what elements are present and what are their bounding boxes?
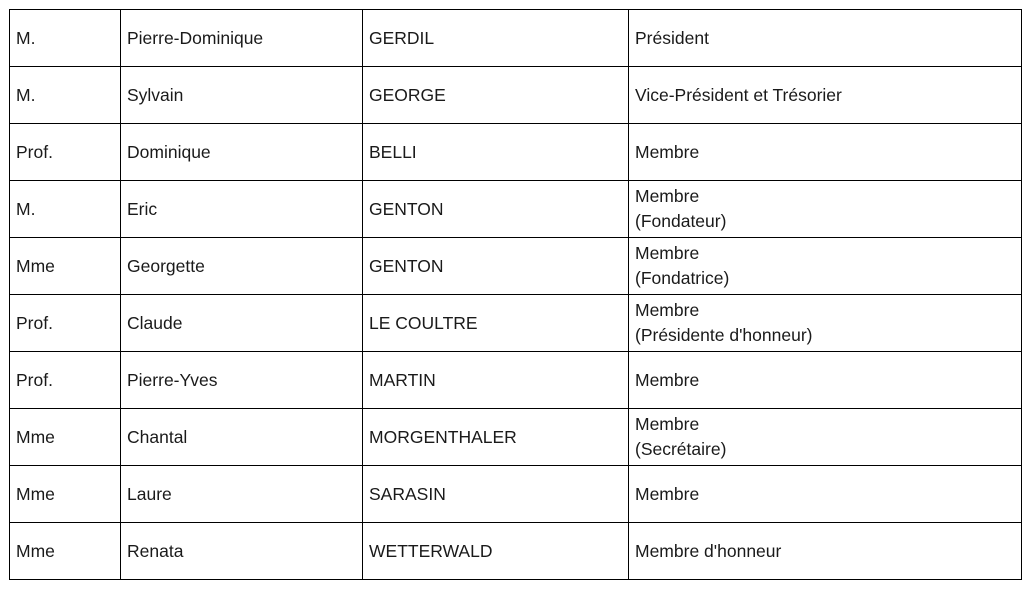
role-line: Membre: [635, 414, 700, 434]
role-line: Membre: [635, 369, 700, 390]
role-line: (Secrétaire): [635, 439, 727, 459]
table-row: [10, 466, 1022, 523]
first-name-cell: Sylvain: [121, 67, 363, 124]
members-table-body: [10, 10, 1022, 580]
role-cell: [629, 352, 1022, 409]
first-name-cell: Chantal: [121, 409, 363, 466]
first-name-cell: Pierre-Dominique: [121, 10, 363, 67]
last-name-cell: SARASIN: [363, 466, 629, 523]
title-cell: Mme: [10, 523, 121, 580]
title-cell: Prof.: [10, 124, 121, 181]
members-table: [9, 9, 1022, 580]
role-line: Membre d'honneur: [635, 540, 782, 561]
title-cell: Mme: [10, 238, 121, 295]
first-name-cell: Laure: [121, 466, 363, 523]
table-row: [10, 352, 1022, 409]
role-line: (Fondatrice): [635, 268, 730, 288]
first-name-cell: Eric: [121, 181, 363, 238]
title-cell: M.: [10, 10, 121, 67]
role-line: Membre: [635, 483, 700, 504]
role-line: (Fondateur): [635, 211, 727, 231]
last-name-cell: GEORGE: [363, 67, 629, 124]
role-cell: [629, 124, 1022, 181]
last-name-cell: GENTON: [363, 181, 629, 238]
table-row: [10, 181, 1022, 238]
table-row: [10, 238, 1022, 295]
table-row: [10, 295, 1022, 352]
role-cell: [629, 409, 1022, 466]
role-cell: [629, 238, 1022, 295]
title-cell: M.: [10, 181, 121, 238]
title-cell: Mme: [10, 409, 121, 466]
table-row: [10, 10, 1022, 67]
title-cell: Prof.: [10, 352, 121, 409]
role-line: Membre: [635, 186, 700, 206]
table-row: [10, 67, 1022, 124]
role-cell: [629, 466, 1022, 523]
role-cell: [629, 10, 1022, 67]
role-line: Membre: [635, 243, 700, 263]
role-line: Président: [635, 27, 709, 48]
first-name-cell: Pierre-Yves: [121, 352, 363, 409]
role-line: Membre: [635, 300, 700, 320]
role-cell: [629, 67, 1022, 124]
last-name-cell: LE COULTRE: [363, 295, 629, 352]
last-name-cell: MORGENTHALER: [363, 409, 629, 466]
last-name-cell: GERDIL: [363, 10, 629, 67]
table-row: [10, 523, 1022, 580]
role-cell: [629, 295, 1022, 352]
first-name-cell: Dominique: [121, 124, 363, 181]
title-cell: Prof.: [10, 295, 121, 352]
first-name-cell: Claude: [121, 295, 363, 352]
last-name-cell: BELLI: [363, 124, 629, 181]
title-cell: M.: [10, 67, 121, 124]
table-row: [10, 124, 1022, 181]
role-line: (Présidente d'honneur): [635, 325, 813, 345]
last-name-cell: WETTERWALD: [363, 523, 629, 580]
table-row: [10, 409, 1022, 466]
last-name-cell: MARTIN: [363, 352, 629, 409]
first-name-cell: Renata: [121, 523, 363, 580]
last-name-cell: GENTON: [363, 238, 629, 295]
title-cell: Mme: [10, 466, 121, 523]
role-cell: [629, 181, 1022, 238]
role-cell: [629, 523, 1022, 580]
role-line: Membre: [635, 141, 700, 162]
first-name-cell: Georgette: [121, 238, 363, 295]
role-line: Vice-Président et Trésorier: [635, 84, 842, 105]
